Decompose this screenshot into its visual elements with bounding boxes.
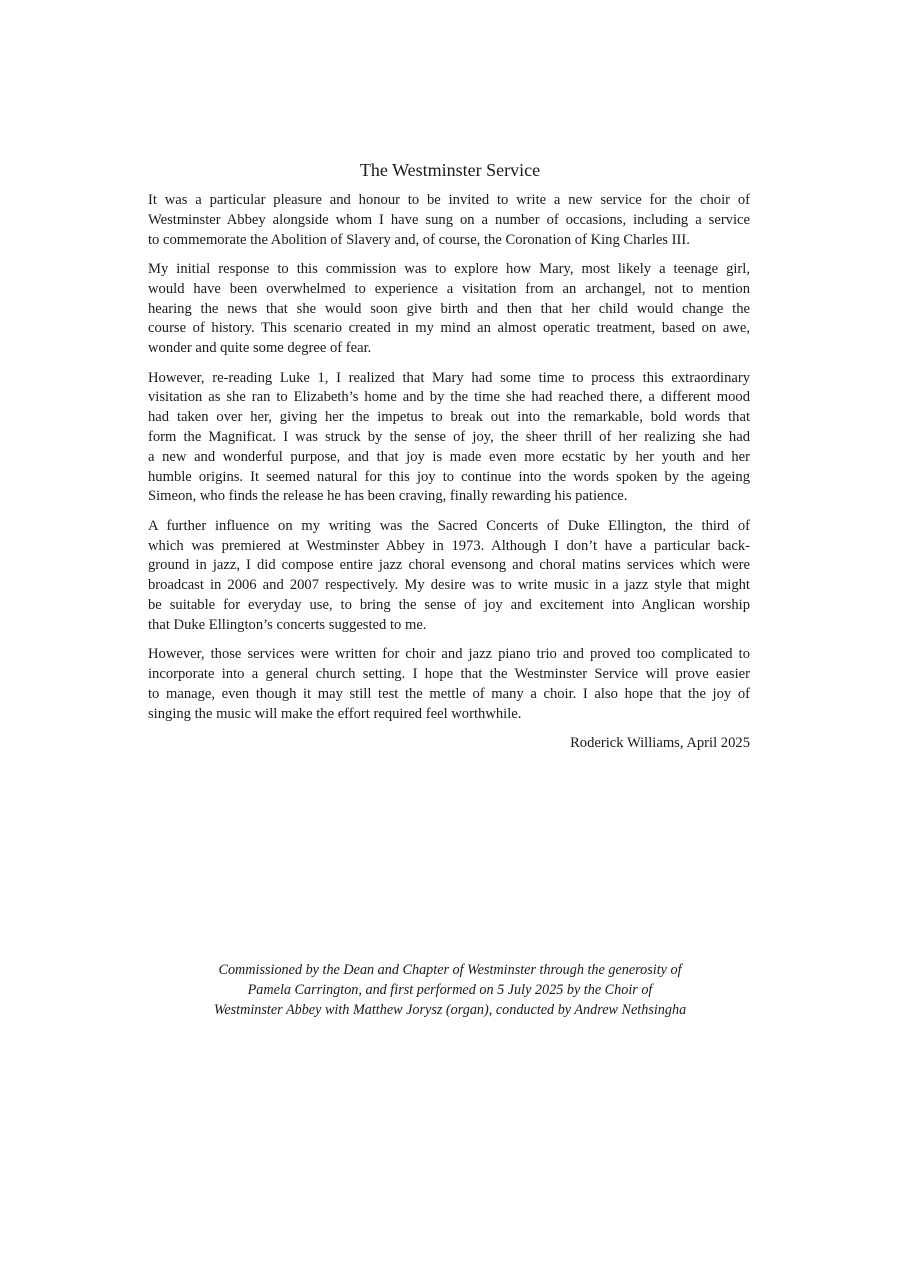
text-line: ground in jazz, I did compose entire jazz choral evensong and choral matins services which were: [148, 557, 750, 574]
text-line: had taken over her, giving her the impetus to break out into the remarkable, bold words that: [148, 409, 750, 426]
text-line: broadcast in 2006 and 2007 respectively. My desire was to write music in a jazz style that might: [148, 577, 750, 594]
text-line: A further influence on my writing was the Sacred Concerts of Duke Ellington, the third of: [148, 517, 750, 534]
text-line: would have been overwhelmed to experience a visitation from an archangel, not to mention: [148, 280, 750, 297]
commission-line: Pamela Carrington, and first performed on 5 July 2025 by the Choir of: [247, 982, 653, 998]
text-line: to manage, even though it may still test the mettle of many a choir. I also hope that the joy of: [148, 685, 750, 702]
text-line: It was a particular pleasure and honour to be invited to write a new service for the choir of: [148, 192, 750, 208]
commission-note: [0, 960, 900, 1020]
text-line: form the Magnificat. I was struck by the sense of joy, the sheer thrill of her realizing she had: [148, 428, 750, 445]
text-line: visitation as she ran to Elizabeth’s home and by the time she had reached there, a different mood: [148, 389, 750, 406]
paragraph: [148, 517, 750, 636]
commission-line: Westminster Abbey with Matthew Jorysz (organ), conducted by Andrew Nethsingha: [213, 1002, 687, 1018]
paragraph: [148, 260, 750, 359]
paragraph: [148, 191, 750, 250]
text-line: course of history. This scenario created in my mind an almost operatic treatment, based on awe,: [148, 320, 750, 337]
essay-body: [148, 191, 750, 754]
text-line: to commemorate the Abolition of Slavery and, of course, the Coronation of King Charles III.: [148, 231, 690, 248]
text-line: be suitable for everyday use, to bring the sense of joy and excitement into Anglican worship: [148, 596, 750, 613]
paragraph: [148, 369, 750, 508]
text-line: However, re-reading Luke 1, I realized that Mary had some time to process this extraordinary: [148, 369, 750, 386]
text-line: However, those services were written for choir and jazz piano trio and proved too complicated to: [148, 646, 750, 663]
author-signature: Roderick Williams, April 2025: [570, 734, 750, 751]
text-line: hearing the news that she would soon give birth and then that her child would change the: [148, 300, 750, 317]
text-line: that Duke Ellington’s concerts suggested to me.: [148, 616, 427, 633]
paragraph: [148, 645, 750, 724]
text-line: a new and wonderful purpose, and that joy is made even more ecstatic by her youth and her: [148, 448, 750, 465]
text-line: singing the music will make the effort required feel worthwhile.: [148, 705, 522, 722]
page-title: The Westminster Service: [359, 160, 541, 180]
text-line: Westminster Abbey alongside whom I have sung on a number of occasions, including a service: [148, 211, 750, 228]
text-line: My initial response to this commission was to explore how Mary, most likely a teenage girl,: [148, 260, 750, 277]
text-line: incorporate into a general church setting. I hope that the Westminster Service will prove easier: [148, 665, 750, 682]
text-line: which was premiered at Westminster Abbey in 1973. Although I don’t have a particular back-: [148, 537, 750, 554]
text-line: Simeon, who finds the release he has been craving, finally rewarding his patience.: [148, 488, 628, 505]
text-line: humble origins. It seemed natural for this joy to continue into the words spoken by the ageing: [148, 468, 750, 485]
text-line: wonder and quite some degree of fear.: [148, 340, 372, 357]
commission-line: Commissioned by the Dean and Chapter of Westminster through the generosity of: [218, 962, 682, 978]
